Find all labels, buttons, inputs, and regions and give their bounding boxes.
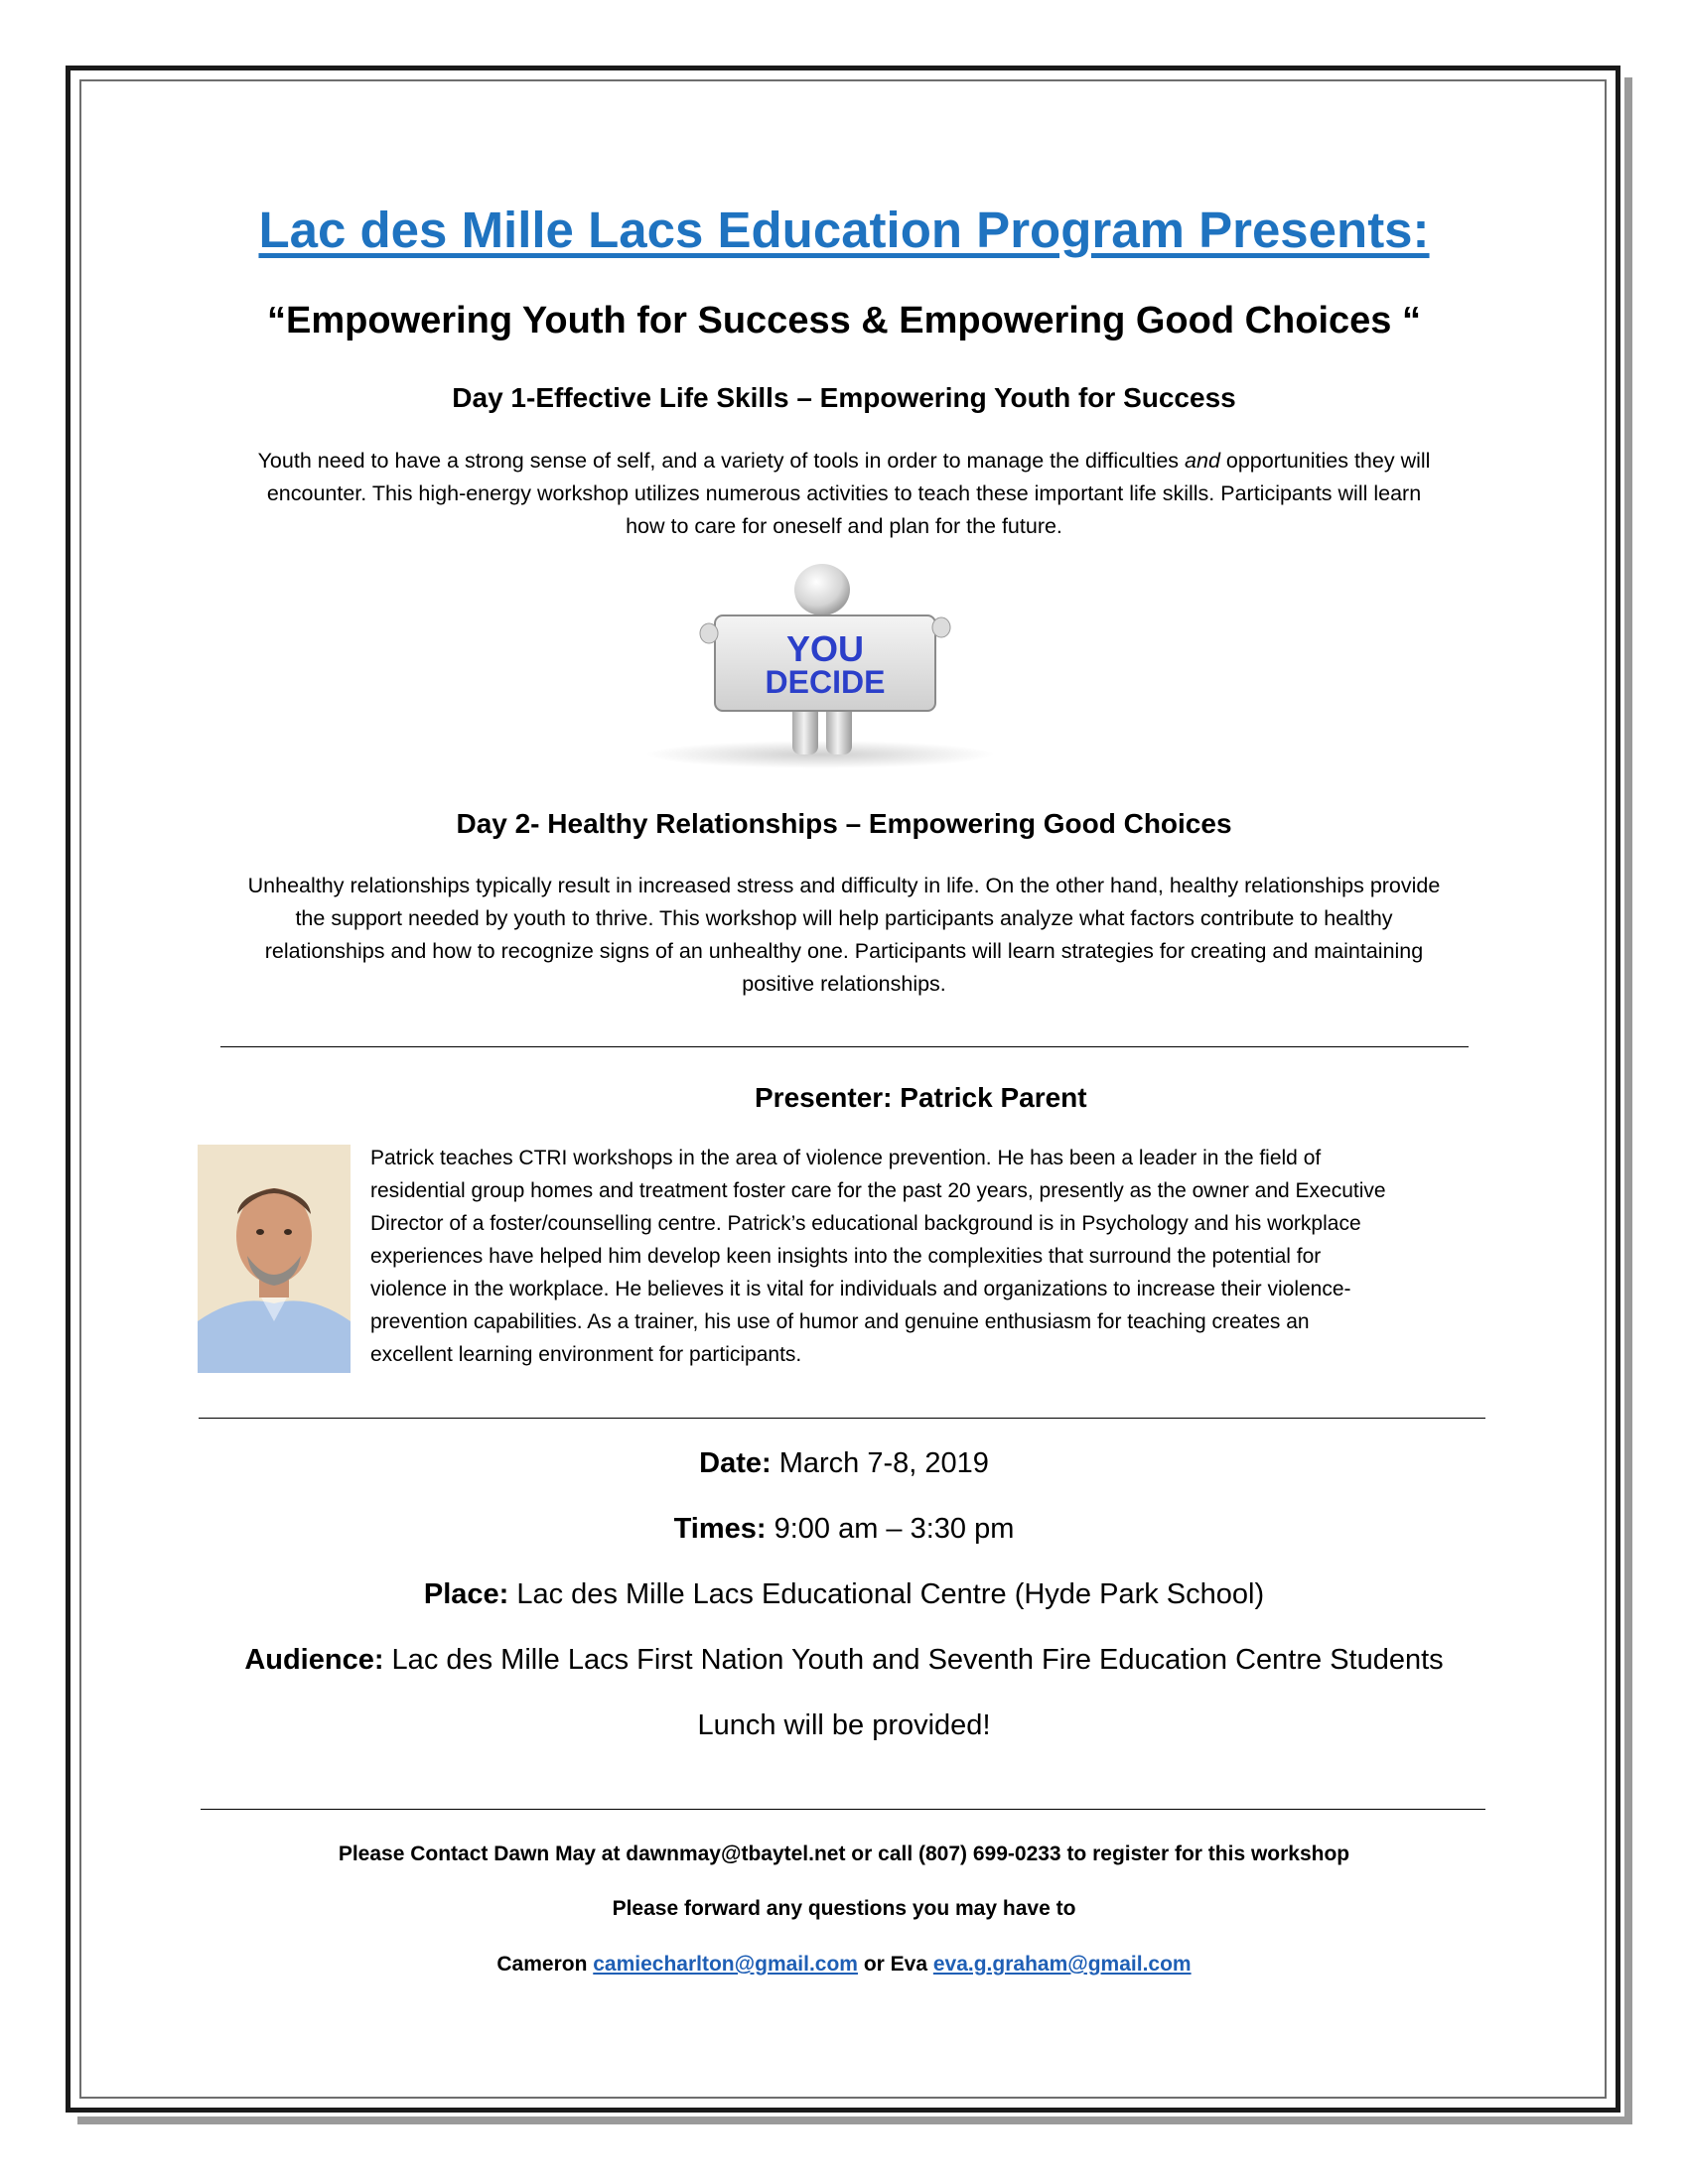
day2-description xyxy=(189,870,1499,1001)
day1-line1: Youth need to have a strong sense of self, and a variety of tools in order to manage the difficulties and opportunities they will xyxy=(257,449,1431,473)
divider-2 xyxy=(199,1418,1485,1419)
questions-note: Please forward any questions you may have to xyxy=(612,1897,1076,1920)
questions-contacts: Cameron camiecharlton@gmail.com or Eva eva.g.graham@gmail.com xyxy=(496,1953,1192,1976)
event-audience: Audience: Lac des Mille Lacs First Nation Youth and Seventh Fire Education Centre Students xyxy=(244,1644,1444,1676)
day2-line1: Unhealthy relationships typically result in increased stress and difficulty in life. On the other hand, healthy relationships provide xyxy=(247,874,1441,897)
email-link-cameron[interactable]: camiecharlton@gmail.com xyxy=(593,1953,858,1976)
page-title: Lac des Mille Lacs Education Program Presents: xyxy=(258,202,1430,258)
floor-shadow xyxy=(646,741,994,768)
figure-left-hand xyxy=(700,623,718,643)
sign-text-you: YOU xyxy=(785,628,865,669)
you-decide-illustration xyxy=(643,564,1003,768)
bio-line: experiences have helped him develop keen insights into the complexities that surround the potential for xyxy=(370,1245,1322,1268)
figure-right-hand xyxy=(932,617,950,637)
bio-line: Director of a foster/counselling centre. Patrick’s educational background is in Psychology and his workplace xyxy=(370,1212,1361,1235)
bio-line: prevention capabilities. As a trainer, his use of humor and genuine enthusiasm for teaching creates an xyxy=(370,1310,1310,1333)
registration-contact: Please Contact Dawn May at dawnmay@tbaytel.net or call (807) 699-0233 to register for this workshop xyxy=(338,1843,1350,1865)
day1-line3: how to care for oneself and plan for the future. xyxy=(626,514,1062,538)
day2-heading: Day 2- Healthy Relationships – Empowering Good Choices xyxy=(456,808,1232,839)
day1-line2: encounter. This high-energy workshop utilizes numerous activities to teach these important life skills. Participants will learn xyxy=(266,481,1422,505)
presenter-photo xyxy=(198,1145,351,1373)
event-date: Date: March 7-8, 2019 xyxy=(699,1447,989,1479)
day2-line3: relationships and how to recognize signs of an unhealthy one. Participants will learn strategies for creating and maintaining xyxy=(264,939,1424,963)
presenter-heading: Presenter: Patrick Parent xyxy=(755,1082,1087,1113)
day1-heading: Day 1-Effective Life Skills – Empowering Youth for Success xyxy=(452,382,1236,413)
day2-line2: the support needed by youth to thrive. This workshop will help participants analyze what factors contribute to healthy xyxy=(295,906,1393,930)
bio-line: residential group homes and treatment foster care for the past 20 years, presently as the owner and Executive xyxy=(370,1179,1386,1202)
sign-text-decide: DECIDE xyxy=(765,664,886,700)
figure-head xyxy=(794,564,850,615)
bio-line: violence in the workplace. He believes it is vital for individuals and organizations to increase their violence- xyxy=(370,1278,1351,1300)
email-link-eva[interactable]: eva.g.graham@gmail.com xyxy=(932,1953,1192,1976)
event-times: Times: 9:00 am – 3:30 pm xyxy=(673,1513,1015,1545)
day2-line4: positive relationships. xyxy=(742,972,946,996)
bio-line: Patrick teaches CTRI workshops in the area of violence prevention. He has been a leader in the field of xyxy=(370,1147,1322,1169)
presenter-bio xyxy=(370,1142,1492,1371)
bio-line: excellent learning environment for participants. xyxy=(370,1343,802,1366)
day1-description xyxy=(189,445,1499,543)
workshop-title: “Empowering Youth for Success & Empowering Good Choices “ xyxy=(267,300,1421,341)
lunch-note: Lunch will be provided! xyxy=(697,1709,991,1741)
divider-3 xyxy=(201,1809,1485,1810)
divider-1 xyxy=(220,1046,1469,1047)
event-place: Place: Lac des Mille Lacs Educational Centre (Hyde Park School) xyxy=(423,1578,1265,1610)
